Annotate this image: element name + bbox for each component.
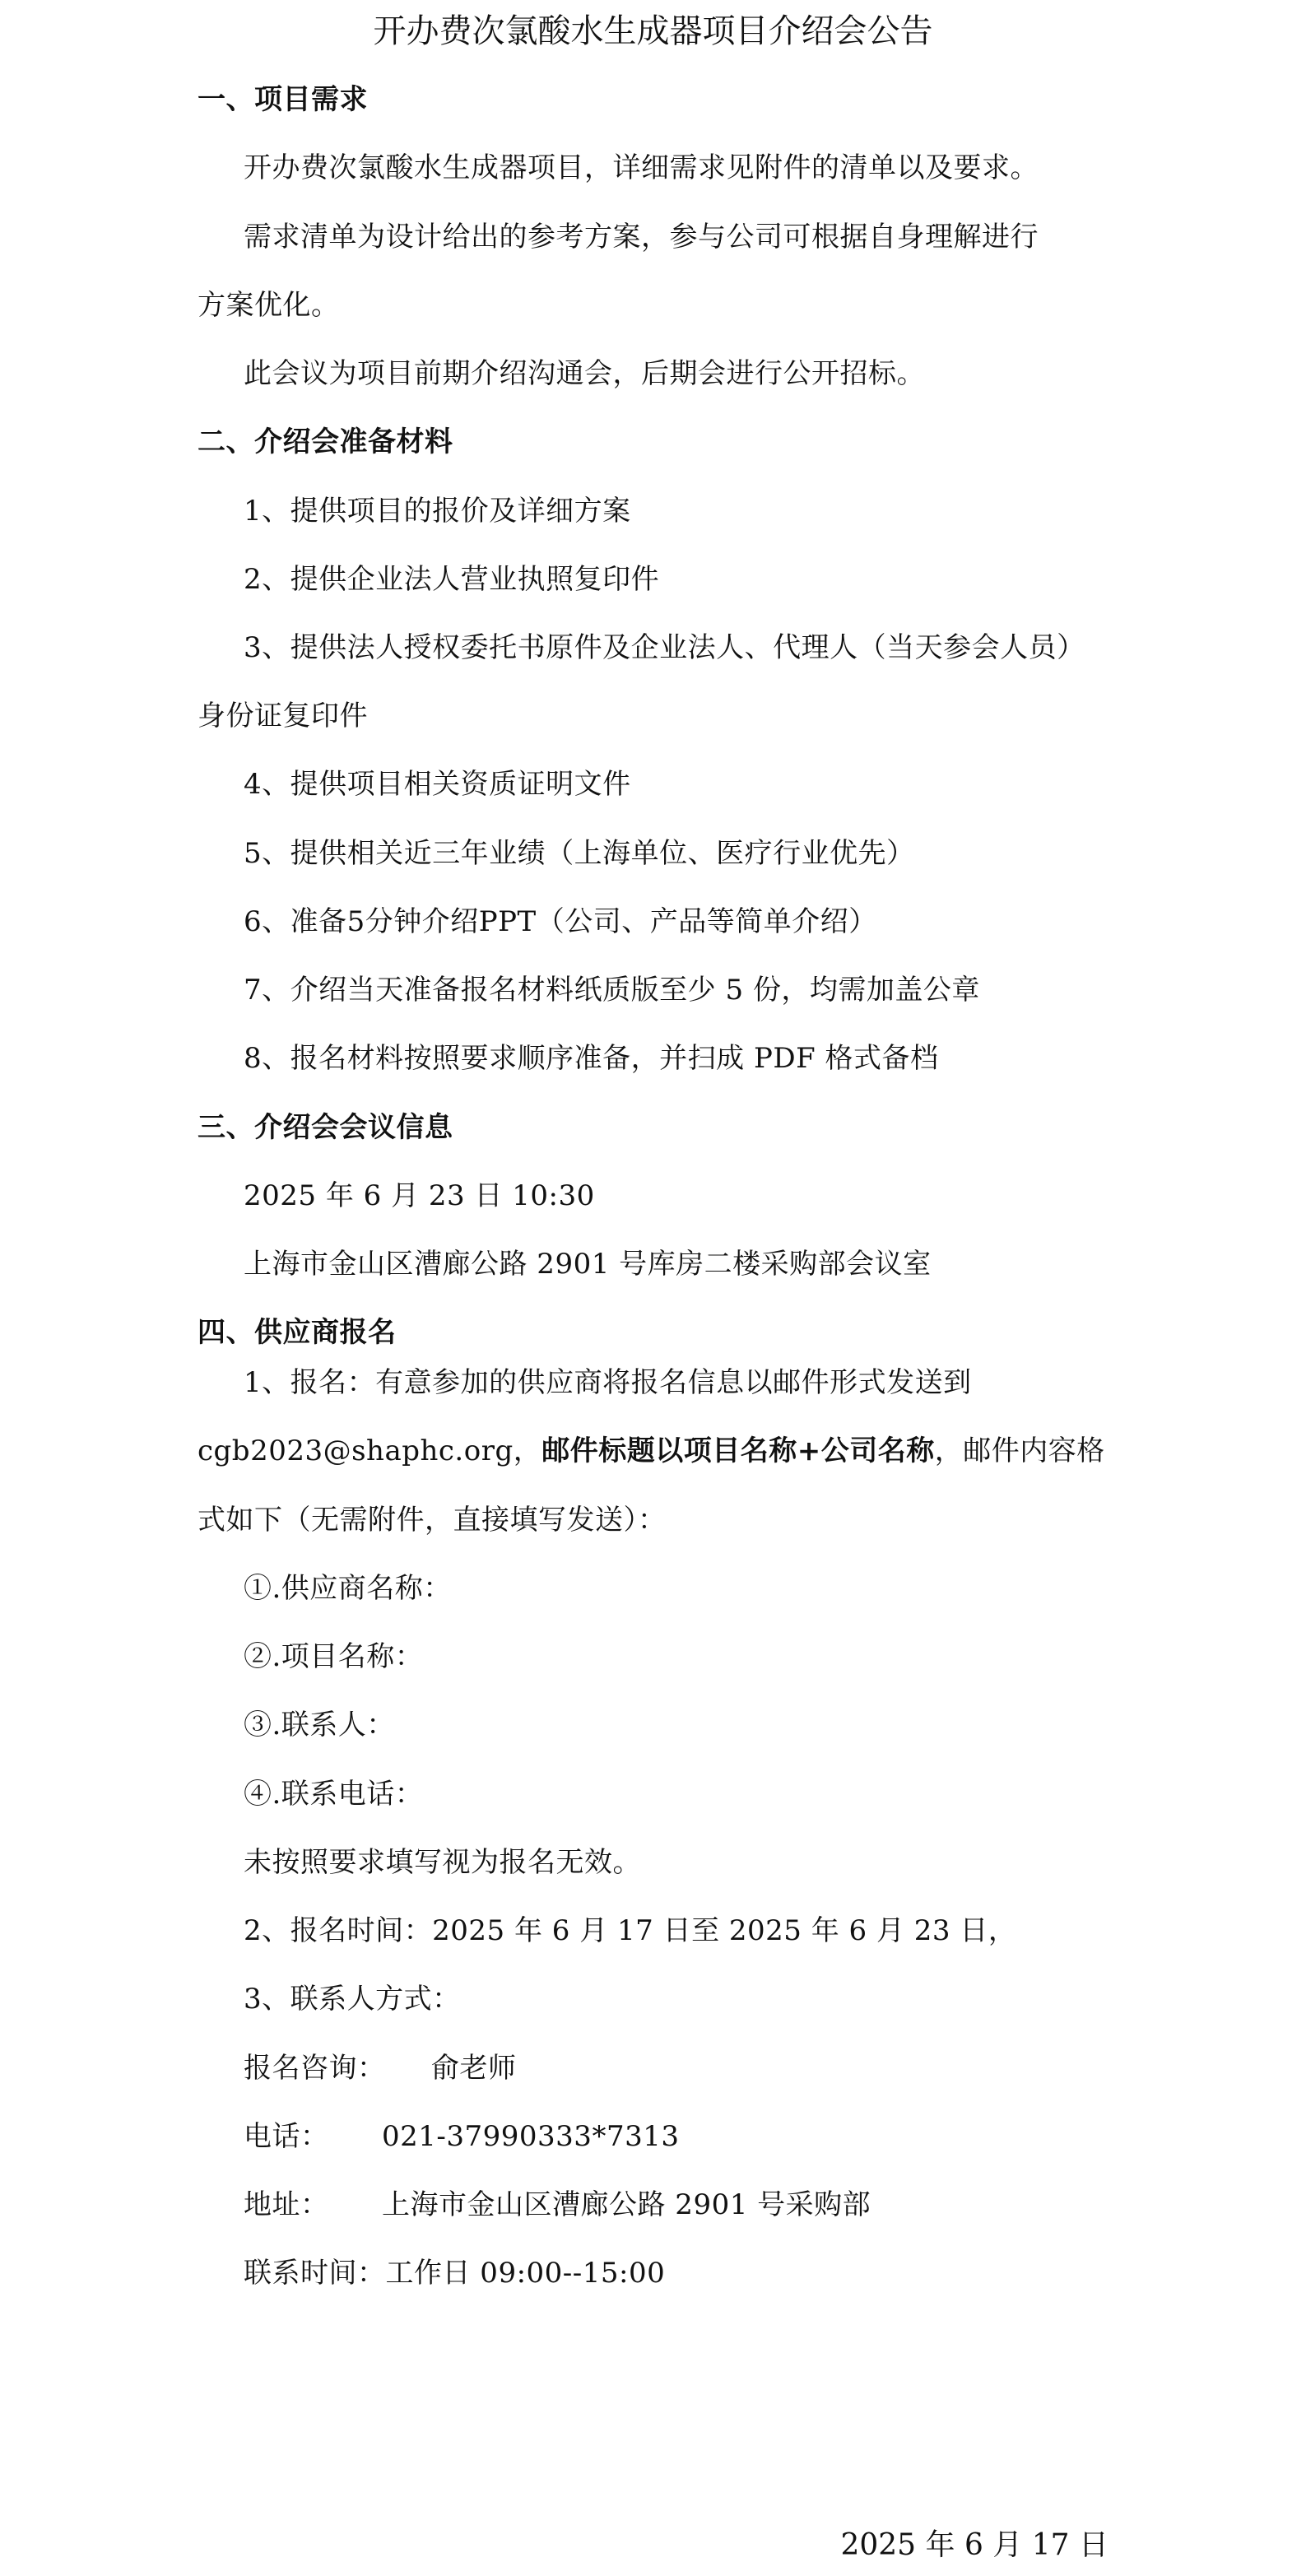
- paragraph-project-intro: 开办费次氯酸水生成器项目，详细需求见附件的清单以及要求。: [244, 151, 1039, 184]
- material-item: 1、提供项目的报价及详细方案: [244, 495, 631, 528]
- contact-consult: [244, 2048, 517, 2089]
- material-item: 6、准备5分钟介绍PPT（公司、产品等简单介绍）: [244, 905, 877, 938]
- meeting-datetime: 2025 年 6 月 23 日 10:30: [244, 1179, 595, 1212]
- section-heading-registration: 四、供应商报名: [198, 1316, 397, 1349]
- material-item-cont: 身份证复印件: [198, 700, 368, 732]
- meeting-location: 上海市金山区漕廊公路 2901 号库房二楼采购部会议室: [244, 1248, 932, 1281]
- contact-hours: 联系时间：工作日 09:00--15:00: [244, 2257, 666, 2290]
- contact-address: [244, 2184, 871, 2225]
- form-field-contact-person: ③.联系人：: [244, 1709, 395, 1741]
- material-item: 4、提供项目相关资质证明文件: [244, 768, 631, 801]
- registration-instruction: 1、报名：有意参加的供应商将报名信息以邮件形式发送到: [244, 1366, 972, 1399]
- announcement-date: 2025 年 6 月 17 日: [840, 2528, 1108, 2562]
- paragraph-reference-plan: 需求清单为设计给出的参考方案，参与公司可根据自身理解进行: [244, 221, 1039, 253]
- section-heading-materials: 二、介绍会准备材料: [198, 425, 453, 458]
- contact-phone: [244, 2116, 679, 2157]
- phone-value: 021-37990333*7313: [382, 2120, 680, 2153]
- material-item: 7、介绍当天准备报名材料纸质版至少 5 份，均需加盖公章: [244, 974, 980, 1007]
- consult-label: 报名咨询：: [244, 2052, 386, 2085]
- material-item: 3、提供法人授权委托书原件及企业法人、代理人（当天参会人员）: [244, 631, 1085, 664]
- section-heading-requirements: 一、项目需求: [198, 83, 368, 116]
- section-heading-meeting-info: 三、介绍会会议信息: [198, 1111, 453, 1144]
- consult-value: 俞老师: [431, 2052, 517, 2085]
- material-item: 2、提供企业法人营业执照复印件: [244, 563, 660, 596]
- form-field-project-name: ②.项目名称：: [244, 1640, 424, 1673]
- phone-label: 电话：: [244, 2120, 329, 2153]
- address-value: 上海市金山区漕廊公路 2901 号采购部: [382, 2188, 871, 2221]
- form-field-supplier-name: ①.供应商名称：: [244, 1572, 452, 1605]
- material-item: 8、报名材料按照要求顺序准备，并扫成 PDF 格式备档: [244, 1042, 939, 1075]
- email-subject-rule: 邮件标题以项目名称+公司名称: [541, 1434, 935, 1467]
- material-item: 5、提供相关近三年业绩（上海单位、医疗行业优先）: [244, 837, 915, 870]
- registration-time: 2、报名时间：2025 年 6 月 17 日至 2025 年 6 月 23 日，: [244, 1914, 1017, 1947]
- contact-method-title: 3、联系人方式：: [244, 1983, 461, 2016]
- paragraph-reference-plan-cont: 方案优化。: [198, 289, 340, 322]
- invalid-registration-note: 未按照要求填写视为报名无效。: [244, 1846, 641, 1879]
- email-content-rule: ，邮件内容格: [934, 1434, 1105, 1467]
- registration-format-note: 式如下（无需附件，直接填写发送）：: [198, 1504, 667, 1537]
- registration-email[interactable]: cgb2023@shaphc.org，: [198, 1434, 542, 1467]
- form-field-contact-phone: ④.联系电话：: [244, 1778, 424, 1811]
- paragraph-meeting-purpose: 此会议为项目前期介绍沟通会，后期会进行公开招标。: [244, 357, 925, 390]
- registration-email-line: [198, 1430, 1105, 1472]
- address-label: 地址：: [244, 2188, 329, 2221]
- document-title: 开办费次氯酸水生成器项目介绍会公告: [373, 12, 933, 50]
